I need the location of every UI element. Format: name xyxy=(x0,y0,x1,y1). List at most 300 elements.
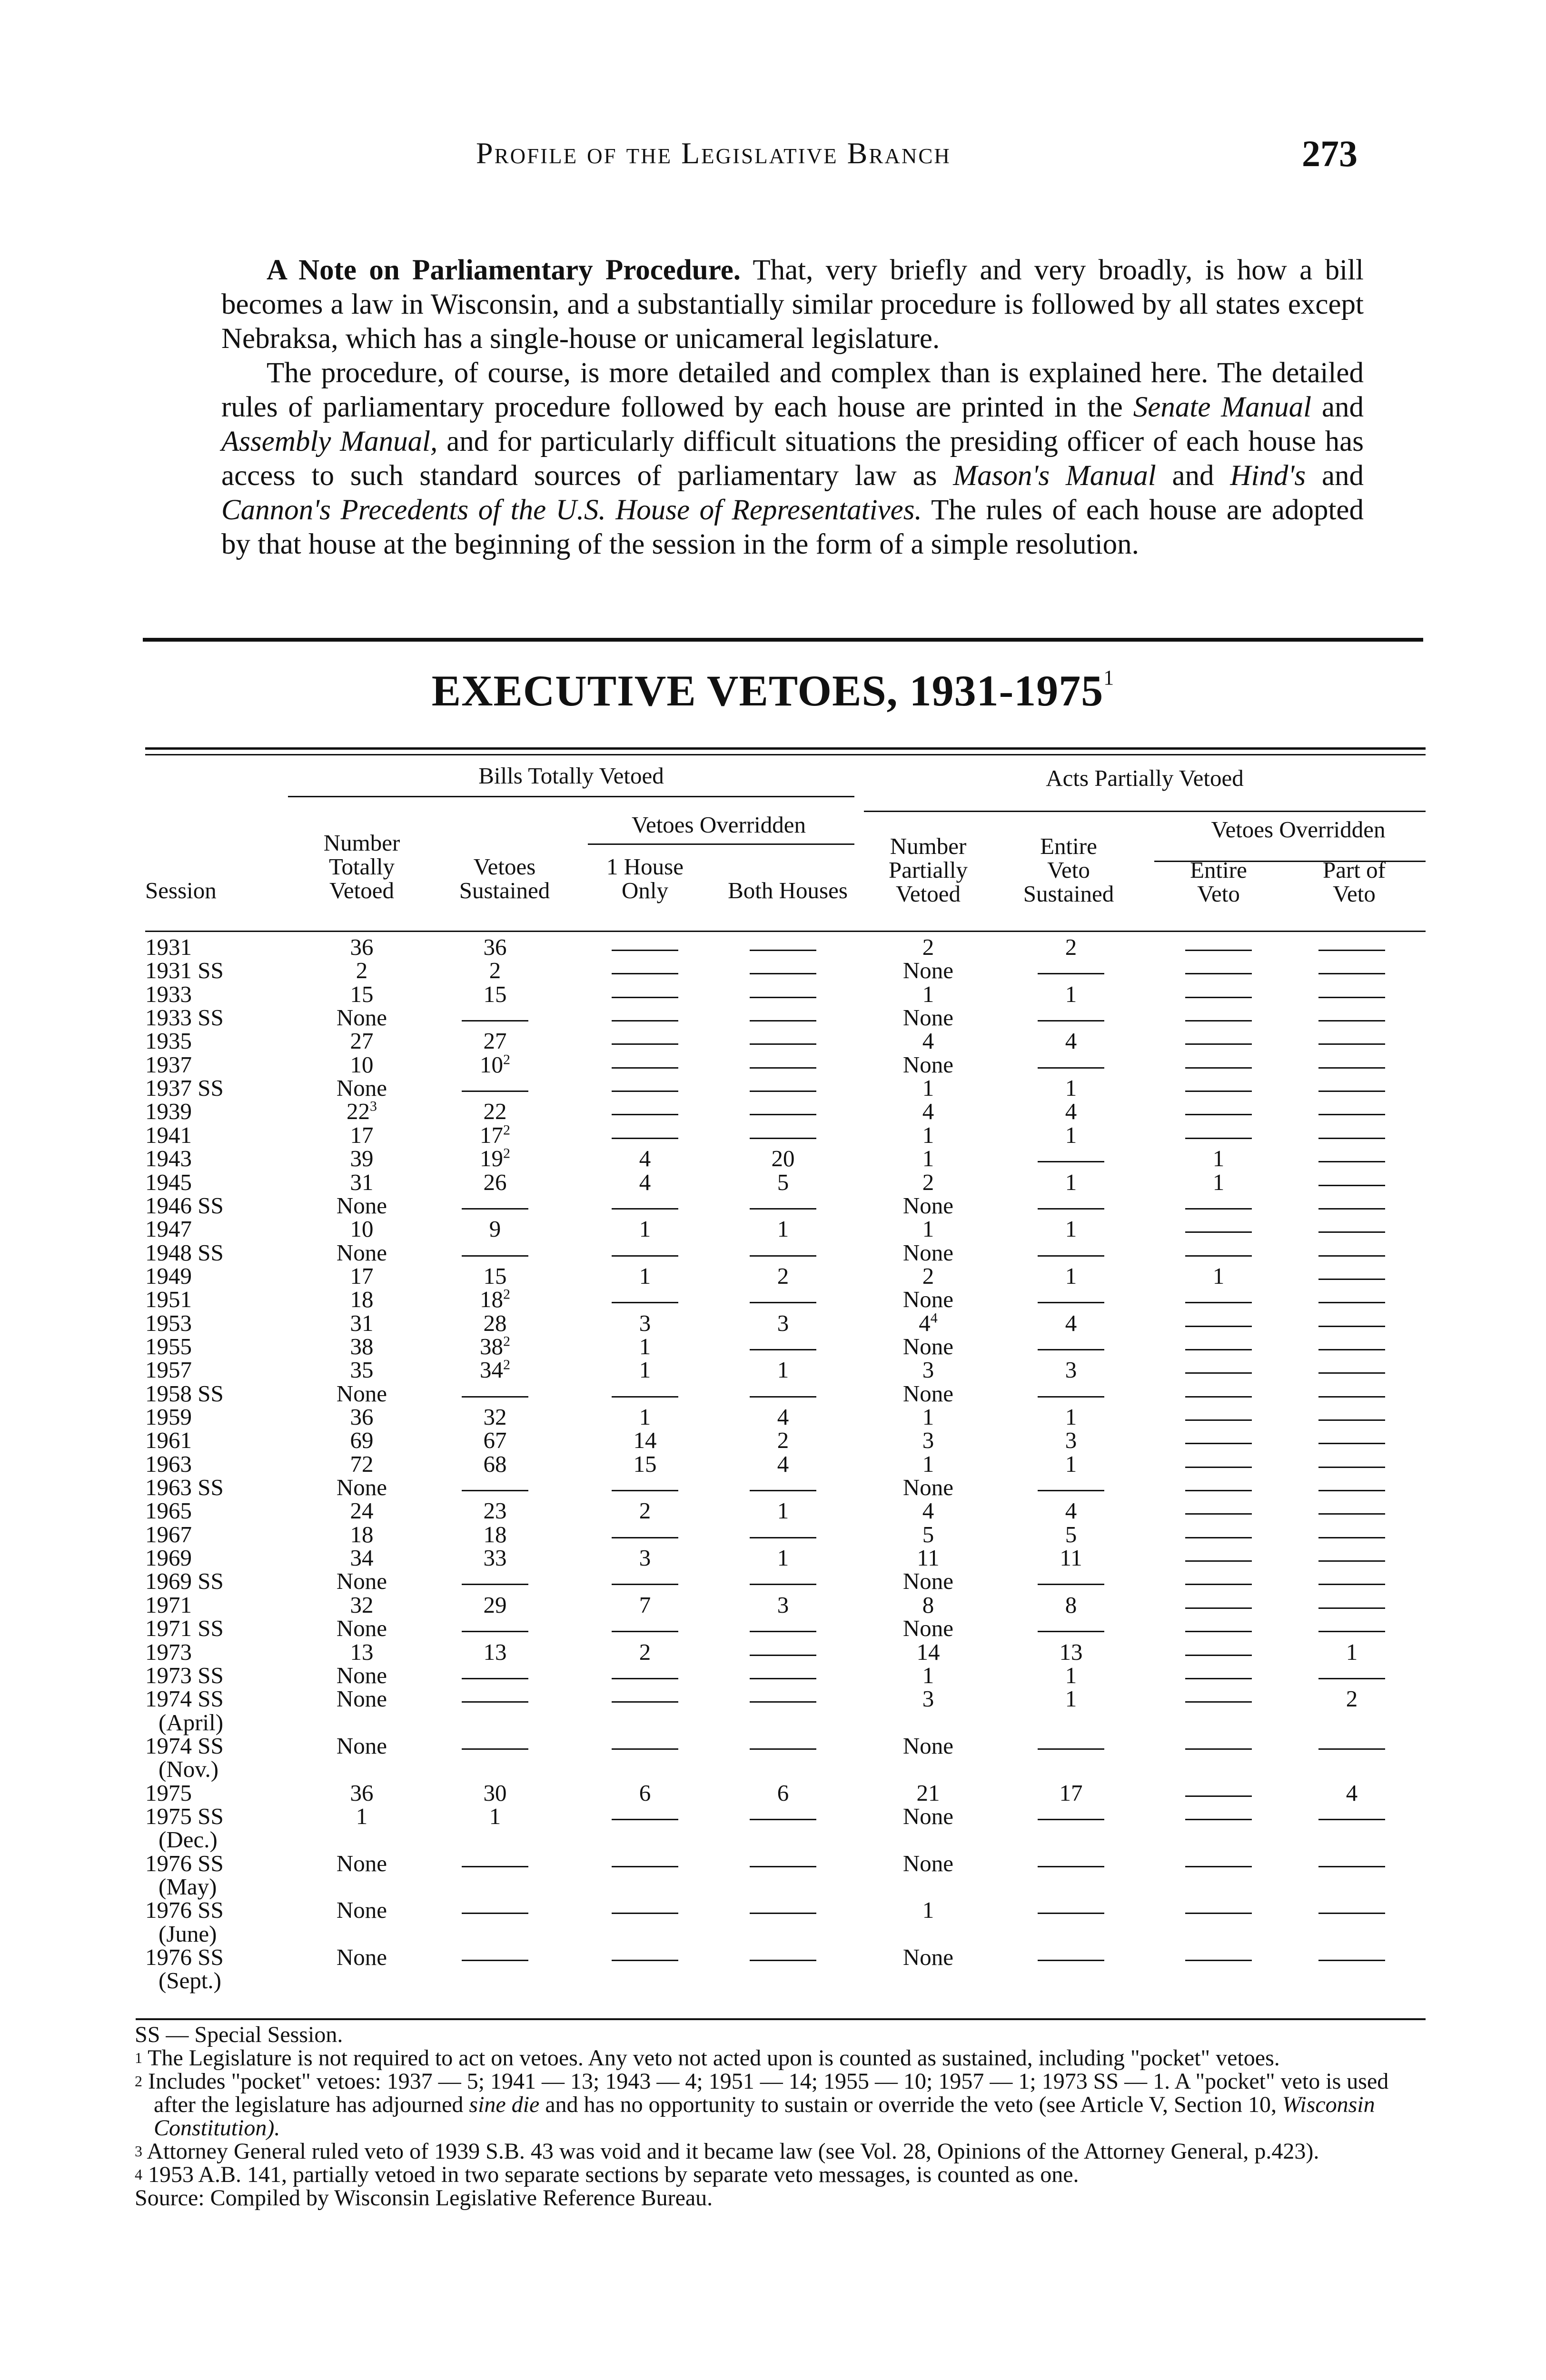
footnote-text: The Legislature is not required to act on vetoes. Any veto not acted upon is counted as sustained, including "pocket" vetoes. xyxy=(148,2045,1280,2071)
session-cell: 1963 SS xyxy=(145,1474,224,1501)
value-text: 1 xyxy=(922,981,934,1007)
empty-dash xyxy=(750,1584,816,1585)
value-cell xyxy=(290,1805,433,1828)
session-cell: 1976 SS xyxy=(145,1850,224,1876)
empty-dash xyxy=(750,1208,816,1210)
session-cell: 1933 SS xyxy=(145,1004,224,1031)
value-text: 18 xyxy=(350,1521,374,1547)
empty-dash xyxy=(1185,1913,1252,1914)
value-cell xyxy=(574,1499,716,1523)
value-cell xyxy=(712,1593,854,1617)
value-text: 3 xyxy=(1065,1357,1077,1383)
value-text: 72 xyxy=(350,1450,374,1477)
empty-dash xyxy=(612,1701,678,1703)
empty-dash xyxy=(1185,1467,1252,1468)
empty-dash xyxy=(1038,1866,1104,1867)
empty-dash xyxy=(1318,1279,1385,1280)
col-header-line: Veto xyxy=(1047,857,1090,883)
source-note: Source: Compiled by Wisconsin Legislative Reference Bureau. xyxy=(135,2185,713,2211)
empty-dash xyxy=(1185,1443,1252,1444)
col-header-line: Vetoed xyxy=(329,877,395,903)
value-cell xyxy=(1280,1781,1423,1805)
value-cell xyxy=(712,1170,854,1194)
value-cell xyxy=(290,1428,433,1452)
value-cell xyxy=(1000,1452,1142,1476)
col-header-line: Sustained xyxy=(459,877,550,903)
footnote-text: and has no opportunity to sustain or override the veto (see Article V, Section 10, xyxy=(545,2092,1277,2117)
empty-dash xyxy=(750,1020,816,1021)
value-text: 38 xyxy=(480,1333,503,1359)
value-footnote-mark: 3 xyxy=(370,1099,377,1115)
value-cell xyxy=(574,1147,716,1170)
empty-dash xyxy=(1185,950,1252,951)
value-cell xyxy=(574,1781,716,1805)
value-text: 1 xyxy=(922,1121,934,1148)
session-cell: 1955 xyxy=(145,1333,192,1359)
empty-dash xyxy=(1038,1208,1104,1210)
title-footnote-mark: 1 xyxy=(1103,666,1115,689)
value-text: 38 xyxy=(350,1333,374,1359)
value-text: None xyxy=(336,1075,387,1101)
empty-dash xyxy=(1185,973,1252,974)
value-text: 36 xyxy=(350,1779,374,1806)
value-text: 1 xyxy=(639,1404,651,1430)
value-text: 6 xyxy=(639,1779,651,1806)
empty-dash xyxy=(750,1748,816,1750)
value-text: 36 xyxy=(350,1404,374,1430)
session-cell: 1974 SS xyxy=(145,1686,224,1712)
empty-dash xyxy=(1318,997,1385,998)
empty-dash xyxy=(462,1584,528,1585)
value-text: 4 xyxy=(639,1169,651,1195)
empty-dash xyxy=(462,1960,528,1961)
footnote-ss: SS — Special Session. xyxy=(135,2022,343,2047)
value-text: 18 xyxy=(480,1286,503,1313)
empty-dash xyxy=(612,1396,678,1398)
value-text: 8 xyxy=(922,1591,934,1618)
value-text: 1 xyxy=(922,1145,934,1172)
empty-dash xyxy=(1318,1208,1385,1210)
empty-dash xyxy=(1318,950,1385,951)
empty-dash xyxy=(750,1701,816,1703)
empty-dash xyxy=(1185,1020,1252,1021)
value-text: 14 xyxy=(633,1427,657,1454)
empty-dash xyxy=(1318,1138,1385,1139)
value-text: None xyxy=(336,1239,387,1266)
value-cell xyxy=(290,1288,433,1311)
value-cell xyxy=(574,1358,716,1382)
value-text: 4 xyxy=(922,1028,934,1054)
empty-dash xyxy=(1185,1513,1252,1515)
col-header-entire-sustained xyxy=(1002,834,1135,906)
value-cell xyxy=(424,1264,566,1288)
value-cell xyxy=(290,1217,433,1241)
value-cell xyxy=(1000,1546,1142,1570)
value-text: 2 xyxy=(639,1638,651,1665)
value-text: 39 xyxy=(350,1145,374,1172)
empty-dash xyxy=(750,1396,816,1398)
empty-dash xyxy=(1318,1161,1385,1162)
note-p2-text: and xyxy=(1321,391,1364,423)
empty-dash xyxy=(750,1960,816,1961)
value-cell xyxy=(424,1170,566,1194)
empty-dash xyxy=(750,1537,816,1538)
value-cell xyxy=(290,1546,433,1570)
session-cell: 1959 xyxy=(145,1404,192,1430)
empty-dash xyxy=(1318,1678,1385,1679)
value-text: 33 xyxy=(483,1545,507,1571)
value-cell xyxy=(857,1076,1000,1100)
empty-dash xyxy=(1318,1748,1385,1750)
note-p2-text: The procedure, of course, is more detailed and complex than is explained here. The detailed rules of parliamentary procedure followed by each house are printed in the xyxy=(221,357,1364,423)
note-p1-text: That, very briefly and very broadly, is how a bill becomes a law in Wisconsin, and a substantially similar procedure is followed by all states except Nebraksa, which has a single-house or unicameral legislature. xyxy=(221,254,1364,355)
value-cell xyxy=(857,1264,1000,1288)
value-cell xyxy=(424,1781,566,1805)
value-text: 2 xyxy=(922,1262,934,1289)
value-text: 10 xyxy=(350,1216,374,1242)
empty-dash xyxy=(1038,1349,1104,1350)
value-text: 4 xyxy=(1065,1497,1077,1524)
value-text: None xyxy=(336,1686,387,1712)
value-cell xyxy=(1000,1358,1142,1382)
session-cell: 1958 SS xyxy=(145,1380,224,1407)
session-cell: 1971 SS xyxy=(145,1615,224,1642)
value-text: 1 xyxy=(1065,1450,1077,1477)
value-cell xyxy=(1280,1687,1423,1711)
empty-dash xyxy=(1185,1091,1252,1092)
empty-dash xyxy=(1318,973,1385,974)
empty-dash xyxy=(1185,1819,1252,1820)
value-cell xyxy=(1000,1781,1142,1805)
value-text: 1 xyxy=(1065,1216,1077,1242)
note-p2-text: and xyxy=(1321,460,1364,492)
empty-dash xyxy=(462,1396,528,1398)
empty-dash xyxy=(462,1866,528,1867)
value-cell xyxy=(424,1123,566,1147)
value-text: 2 xyxy=(489,957,501,984)
value-cell xyxy=(290,935,433,959)
value-text: 21 xyxy=(916,1779,940,1806)
value-text: 68 xyxy=(483,1450,507,1477)
empty-dash xyxy=(1185,1419,1252,1421)
empty-dash xyxy=(1185,1560,1252,1562)
empty-dash xyxy=(1318,1302,1385,1303)
value-cell xyxy=(290,1194,433,1218)
empty-dash xyxy=(1038,1161,1104,1162)
value-text: 1 xyxy=(1065,1121,1077,1148)
col-header-line: Vetoed xyxy=(895,881,961,907)
value-text: 8 xyxy=(1065,1591,1077,1618)
value-cell xyxy=(857,1805,1000,1828)
value-text: 2 xyxy=(356,957,368,984)
value-text: None xyxy=(902,1615,954,1642)
empty-dash xyxy=(1318,1584,1385,1585)
value-cell xyxy=(857,1358,1000,1382)
value-text: 5 xyxy=(777,1169,789,1195)
empty-dash xyxy=(612,1091,678,1092)
value-text: 1 xyxy=(922,1216,934,1242)
footnote-mark: 1 xyxy=(135,2049,142,2066)
value-text: None xyxy=(902,1474,954,1501)
session-cell: 1947 xyxy=(145,1216,192,1242)
value-text: 14 xyxy=(916,1638,940,1665)
empty-dash xyxy=(750,1631,816,1632)
empty-dash xyxy=(612,1490,678,1491)
value-cell xyxy=(712,1358,854,1382)
value-cell xyxy=(857,1335,1000,1359)
value-text: 2 xyxy=(777,1262,789,1289)
empty-dash xyxy=(750,1490,816,1491)
empty-dash xyxy=(750,1091,816,1092)
value-text: 34 xyxy=(480,1357,503,1383)
empty-dash xyxy=(462,1748,528,1750)
value-cell xyxy=(290,1593,433,1617)
empty-dash xyxy=(612,1020,678,1021)
parliamentary-note xyxy=(221,253,1364,562)
empty-dash xyxy=(750,1819,816,1820)
session-cell: 1935 xyxy=(145,1028,192,1054)
value-text: 5 xyxy=(1065,1521,1077,1547)
value-text: 4 xyxy=(1065,1309,1077,1336)
empty-dash xyxy=(612,997,678,998)
value-text: None xyxy=(336,1897,387,1924)
value-cell xyxy=(1280,1640,1423,1664)
value-cell xyxy=(1000,1664,1142,1687)
empty-dash xyxy=(1038,1067,1104,1069)
value-text: 36 xyxy=(483,934,507,960)
value-cell xyxy=(290,1640,433,1664)
value-text: 36 xyxy=(350,934,374,960)
session-cell: 1975 SS xyxy=(145,1803,224,1829)
col-header-both-houses: Both Houses xyxy=(728,877,848,903)
empty-dash xyxy=(612,1819,678,1820)
value-cell xyxy=(424,1640,566,1664)
value-text: 2 xyxy=(922,934,934,960)
value-text: 3 xyxy=(639,1545,651,1571)
empty-dash xyxy=(1185,1043,1252,1045)
value-cell xyxy=(857,1640,1000,1664)
assembly-manual-title: Assembly Manual, xyxy=(221,426,438,457)
group-header-partially: Acts Partially Vetoed xyxy=(1046,765,1244,791)
empty-dash xyxy=(612,1584,678,1585)
col-header-line: Entire xyxy=(1190,857,1247,883)
value-cell xyxy=(1000,1029,1142,1053)
session-cell: 1969 xyxy=(145,1545,192,1571)
col-header-line: Totally xyxy=(328,853,395,880)
col-header-entire-veto xyxy=(1154,858,1283,906)
value-cell xyxy=(290,959,433,982)
value-text: 15 xyxy=(483,1262,507,1289)
value-cell xyxy=(290,1523,433,1547)
value-text: 17 xyxy=(350,1121,374,1148)
value-cell xyxy=(290,1100,433,1123)
value-text: 3 xyxy=(922,1686,934,1712)
session-cell: (Dec.) xyxy=(159,1826,218,1853)
value-cell xyxy=(857,1147,1000,1170)
empty-dash xyxy=(1038,973,1104,974)
session-cell: (April) xyxy=(159,1709,224,1735)
value-cell xyxy=(857,1852,1000,1875)
empty-dash xyxy=(612,1138,678,1139)
value-cell xyxy=(857,1898,1000,1922)
col-header-part-of-veto xyxy=(1288,858,1421,906)
empty-dash xyxy=(1185,1678,1252,1679)
value-cell xyxy=(424,1100,566,1123)
value-cell xyxy=(857,1311,1000,1335)
running-header-title: Profile of the Legislative Branch xyxy=(476,136,951,170)
empty-dash xyxy=(1185,1349,1252,1350)
value-text: 19 xyxy=(480,1145,503,1172)
empty-dash xyxy=(1318,1560,1385,1562)
value-cell xyxy=(574,1546,716,1570)
value-text: 27 xyxy=(350,1028,374,1054)
value-cell xyxy=(424,959,566,982)
session-cell: (May) xyxy=(159,1874,217,1900)
value-cell xyxy=(424,1805,566,1828)
empty-dash xyxy=(750,973,816,974)
value-text: 10 xyxy=(350,1051,374,1078)
empty-dash xyxy=(750,1913,816,1914)
note-paragraph-1 xyxy=(221,253,1364,356)
value-cell xyxy=(574,1335,716,1359)
value-text: 22 xyxy=(347,1098,370,1125)
value-text: 1 xyxy=(922,1075,934,1101)
value-text: 2 xyxy=(922,1169,934,1195)
value-cell xyxy=(290,1945,433,1969)
value-text: 9 xyxy=(489,1216,501,1242)
value-cell xyxy=(290,1499,433,1523)
value-text: None xyxy=(902,1333,954,1359)
value-cell xyxy=(857,1006,1000,1030)
empty-dash xyxy=(1185,1866,1252,1867)
value-text: None xyxy=(336,1944,387,1971)
subgroup-underline xyxy=(588,843,854,845)
empty-dash xyxy=(1318,1067,1385,1069)
value-text: 2 xyxy=(1065,934,1077,960)
value-text: None xyxy=(902,957,954,984)
col-header-line: Veto xyxy=(1333,881,1376,907)
value-cell xyxy=(1000,1523,1142,1547)
empty-dash xyxy=(1318,1396,1385,1398)
value-cell xyxy=(1000,1076,1142,1100)
empty-dash xyxy=(612,1537,678,1538)
value-cell xyxy=(857,1687,1000,1711)
value-cell xyxy=(290,982,433,1006)
footnote-text: 1953 A.B. 141, partially vetoed in two separate sections by separate veto messages, is counted as one. xyxy=(148,2162,1079,2187)
value-cell xyxy=(290,1734,433,1758)
session-cell: 1961 xyxy=(145,1427,192,1454)
value-text: None xyxy=(902,1944,954,1971)
empty-dash xyxy=(1185,1372,1252,1374)
value-cell xyxy=(712,1217,854,1241)
value-cell xyxy=(290,1006,433,1030)
value-cell xyxy=(712,1147,854,1170)
empty-dash xyxy=(1318,1091,1385,1092)
empty-dash xyxy=(1038,1913,1104,1914)
value-text: 15 xyxy=(483,981,507,1007)
value-footnote-mark: 2 xyxy=(503,1333,510,1349)
value-text: None xyxy=(336,1850,387,1876)
value-text: 1 xyxy=(1065,1662,1077,1688)
value-cell xyxy=(857,1664,1000,1687)
value-text: 3 xyxy=(777,1591,789,1618)
value-cell xyxy=(424,1147,566,1170)
senate-manual-title: Senate Manual xyxy=(1133,391,1312,423)
value-text: 4 xyxy=(777,1404,789,1430)
empty-dash xyxy=(462,1091,528,1092)
value-text: None xyxy=(902,1239,954,1266)
footnote-4 xyxy=(135,2163,1420,2186)
empty-dash xyxy=(1318,1231,1385,1233)
empty-dash xyxy=(612,1631,678,1632)
value-cell xyxy=(574,1264,716,1288)
value-text: 15 xyxy=(350,981,374,1007)
value-text: 2 xyxy=(777,1427,789,1454)
col-header-number-totally xyxy=(297,831,426,902)
value-cell xyxy=(290,1076,433,1100)
value-cell xyxy=(290,1616,433,1640)
footnote-1 xyxy=(135,2046,1420,2070)
value-text: None xyxy=(902,1004,954,1031)
value-cell xyxy=(1000,982,1142,1006)
empty-dash xyxy=(1185,1114,1252,1115)
footnote-3 xyxy=(135,2140,1420,2163)
session-cell: 1973 xyxy=(145,1638,192,1665)
session-cell: 1937 xyxy=(145,1051,192,1078)
session-cell: 1948 SS xyxy=(145,1239,224,1266)
value-text: 4 xyxy=(1065,1098,1077,1125)
empty-dash xyxy=(462,1678,528,1679)
value-cell xyxy=(1000,935,1142,959)
empty-dash xyxy=(1318,1913,1385,1914)
empty-dash xyxy=(1185,1490,1252,1491)
value-text: 10 xyxy=(480,1051,503,1078)
value-text: 3 xyxy=(922,1357,934,1383)
empty-dash xyxy=(612,1748,678,1750)
value-text: 32 xyxy=(483,1404,507,1430)
empty-dash xyxy=(612,1208,678,1210)
note-p2-text: The rules of each house are adopted by that house at the beginning of the session in the form of a simple resolution. xyxy=(221,494,1364,560)
value-text: 3 xyxy=(1065,1427,1077,1454)
footnote-text: Includes "pocket" vetoes: 1937 — 5; 1941 — 13; 1943 — 4; 1951 — 14; 1955 — 10; 1957 — 1; 1973 SS — 1. A "pocket" veto is used after the legislature has adjourned xyxy=(148,2069,1389,2117)
value-cell xyxy=(712,1428,854,1452)
value-text: 20 xyxy=(771,1145,795,1172)
value-cell xyxy=(424,1217,566,1241)
value-cell xyxy=(290,1241,433,1265)
empty-dash xyxy=(1185,1138,1252,1139)
value-text: None xyxy=(902,1051,954,1078)
group-header-totally: Bills Totally Vetoed xyxy=(478,763,664,789)
value-text: 1 xyxy=(639,1216,651,1242)
value-cell xyxy=(290,1170,433,1194)
empty-dash xyxy=(750,1067,816,1069)
session-cell: 1969 SS xyxy=(145,1568,224,1595)
empty-dash xyxy=(1318,1349,1385,1350)
note-p2-text: and xyxy=(1172,460,1214,492)
value-text: 17 xyxy=(480,1121,503,1148)
subgroup-overridden-left: Vetoes Overridden xyxy=(631,812,806,838)
empty-dash xyxy=(750,1255,816,1257)
value-text: 26 xyxy=(483,1169,507,1195)
col-header-vetoes-sustained xyxy=(443,855,566,902)
empty-dash xyxy=(1038,1960,1104,1961)
session-cell: 1971 xyxy=(145,1591,192,1618)
value-cell xyxy=(574,1452,716,1476)
value-cell xyxy=(424,1335,566,1359)
empty-dash xyxy=(1038,1631,1104,1632)
empty-dash xyxy=(612,950,678,951)
value-text: 1 xyxy=(922,1450,934,1477)
